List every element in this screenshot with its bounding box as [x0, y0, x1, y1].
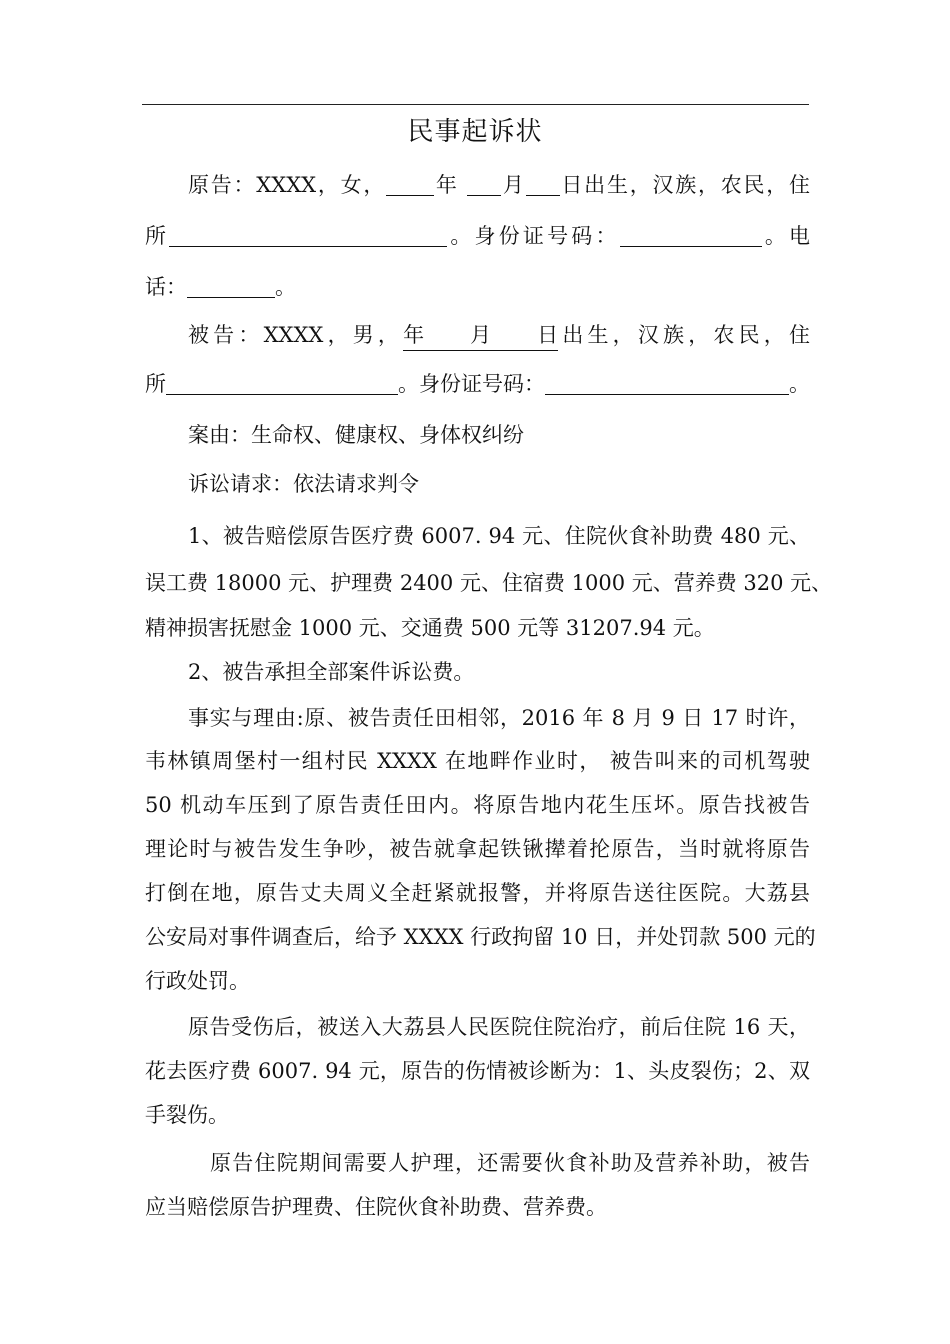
facts-line-4: 理论时与被告发生争吵，被告就拿起铁锹撵着抡原告，当时就将原告: [145, 837, 810, 861]
claim-1-line-2: 误工费 18000 元、护理费 2400 元、住宿费 1000 元、营养费 320 元、: [145, 571, 833, 595]
header-rule: [142, 104, 809, 105]
cause-of-action: 案由：生命权、健康权、身体权纠纷: [188, 423, 524, 447]
injury-line-1: 原告受伤后，被送入大荔县人民医院住院治疗，前后住院 16 天，: [188, 1015, 810, 1039]
facts-line-2: 韦林镇周堡村一组村民 XXXX 在地畔作业时， 被告叫来的司机驾驶: [145, 749, 810, 773]
facts-line-6: 公安局对事件调查后，给予 XXXX 行政拘留 10 日，并处罚款 500 元的: [145, 925, 816, 949]
blank-year: [386, 173, 434, 196]
document-title: 民事起诉状: [407, 117, 543, 147]
claims-intro: 诉讼请求：依法请求判令: [188, 472, 419, 496]
defendant-line-2: 所 。身份证号码： 。: [145, 372, 810, 396]
plaintiff-line-3: 话： 。: [145, 275, 296, 299]
blank-defendant-residence: [166, 372, 398, 395]
care-line-1: 原告住院期间需要人护理，还需要伙食补助及营养补助，被告: [210, 1151, 810, 1175]
blank-day: [526, 173, 560, 196]
plaintiff-line-1: 原告：XXXX，女， 年 月 日出生，汉族，农民，住: [188, 173, 811, 197]
claim-1-line-3: 精神损害抚慰金 1000 元、交通费 500 元等 31207.94 元。: [145, 616, 715, 640]
facts-line-5: 打倒在地，原告丈夫周义全赶紧就报警，并将原告送往医院。大荔县: [145, 881, 810, 905]
plaintiff-line-2: 所 。身份证号码： 。电: [145, 224, 811, 248]
care-line-2: 应当赔偿原告护理费、住院伙食补助费、营养费。: [145, 1195, 607, 1219]
defendant-name: XXXX: [263, 323, 324, 347]
blank-id-number: [620, 224, 762, 247]
injury-line-2: 花去医疗费 6007. 94 元，原告的伤情被诊断为：1、头皮裂伤；2、双: [145, 1059, 810, 1083]
facts-line-3: 50 机动车压到了原告责任田内。将原告地内花生压坏。原告找被告: [145, 793, 810, 817]
blank-phone: [187, 275, 275, 298]
blank-defendant-id: [545, 372, 789, 395]
facts-line-1: 事实与理由:原、被告责任田相邻，2016 年 8 月 9 日 17 时许，: [188, 706, 810, 730]
plaintiff-name: XXXX: [256, 173, 317, 197]
defendant-birth-date: 年 月 日: [403, 320, 558, 351]
claim-2: 2、被告承担全部案件诉讼费。: [188, 660, 475, 684]
blank-month: [467, 173, 501, 196]
blank-residence: [169, 224, 447, 247]
claim-1-line-1: 1、被告赔偿原告医疗费 6007. 94 元、住院伙食补助费 480 元、: [188, 524, 810, 548]
defendant-line-1: 被告：XXXX，男，年 月 日出生，汉族，农民，住: [188, 320, 810, 351]
facts-line-7: 行政处罚。: [145, 969, 250, 993]
injury-line-3: 手裂伤。: [145, 1103, 229, 1127]
